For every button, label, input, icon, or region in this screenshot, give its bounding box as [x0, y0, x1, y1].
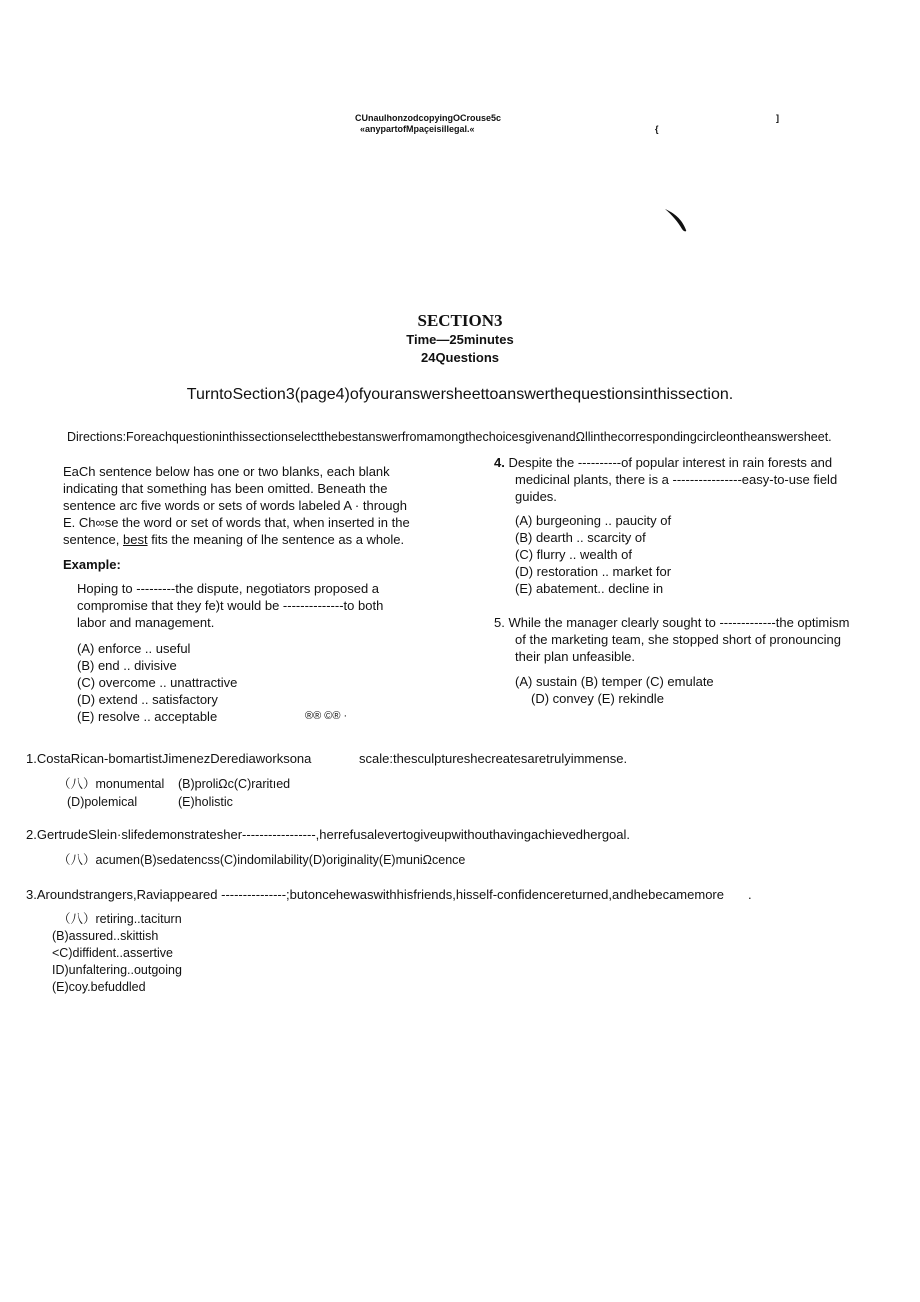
example-stem-line: Hoping to ---------the dispute, negotiators proposed a	[77, 581, 380, 596]
q4-choice[interactable]: (C) flurry .. wealth of	[515, 547, 633, 562]
intro-text: fits the meaning of lhe sentence as a whole.	[147, 532, 405, 547]
copyright-notice-line1: CUnaulhonzodcopyingOCrouse5c	[355, 113, 502, 123]
q5-choices-row1[interactable]: (A) sustain (B) temper (C) emulate	[515, 674, 714, 689]
example-choice: (C) overcome .. unattractive	[77, 675, 238, 690]
header-brace-mark: {	[655, 124, 659, 134]
example-stem	[77, 580, 383, 631]
intro-emphasis: best	[123, 532, 148, 547]
q1-stem-end: scale:thesculptureshecreatesaretrulyimmense.	[359, 751, 628, 766]
q4-choice[interactable]: (A) burgeoning .. paucity of	[515, 513, 672, 528]
q3-choice[interactable]: (B)assured..skittish	[52, 929, 159, 943]
q3-stem-end: .	[748, 887, 752, 902]
q4-stem-line	[494, 454, 837, 471]
q3-choice[interactable]: ID)unfaltering..outgoing	[52, 963, 182, 977]
intro-line: sentence arc five words or sets of words labeled A · through	[63, 498, 407, 513]
q3-stem: 3.Aroundstrangers,Raviappeared ---------------;butoncehewaswithhisfriends,hisself-confidencereturned,andhebecamemore	[26, 887, 724, 902]
header-bracket-mark: ]	[776, 113, 779, 123]
example-choice: (E) resolve .. acceptable	[77, 709, 218, 724]
question-5	[494, 614, 849, 665]
q5-stem-line: their plan unfeasible.	[515, 649, 635, 664]
q4-stem-line: medicinal plants, there is a ----------------easy-to-use field	[515, 472, 838, 487]
example-answer-bubbles: ®® ©® ·	[305, 710, 348, 722]
q1-stem-start: 1.CostaRican-bomartistJimenezDerediaworksona	[26, 751, 312, 766]
q4-number: 4.	[494, 455, 505, 470]
intro-paragraph	[63, 463, 410, 548]
example-choices	[77, 640, 237, 725]
intro-line: indicating that something has been omitted. Beneath the	[63, 481, 388, 496]
q2-stem: 2.GertrudeSlein·slifedemonstratesher-----------------,herrefusalevertogiveupwithouthavingachievedhergoal.	[26, 827, 631, 842]
intro-text: sentence,	[63, 532, 123, 547]
q5-choices-row2[interactable]: (D) convey (E) rekindle	[531, 691, 664, 706]
intro-line: EaCh sentence below has one or two blanks, each blank	[63, 464, 390, 479]
q4-choice[interactable]: (D) restoration .. market for	[515, 564, 672, 579]
section-time: Time—25minutes	[406, 332, 514, 347]
q4-choice[interactable]: (B) dearth .. scarcity of	[515, 530, 646, 545]
example-label: Example:	[63, 557, 121, 572]
q4-choice[interactable]: (E) abatement.. decline in	[515, 581, 664, 596]
q3-choices	[52, 911, 182, 996]
q1-choice-d[interactable]: (D)polemical	[67, 795, 138, 809]
example-stem-line: labor and management.	[77, 615, 215, 630]
q4-stem-text: Despite the ----------of popular interest in rain forests and	[504, 455, 833, 470]
q1-choice-a[interactable]: （八）monumental	[58, 777, 165, 791]
intro-line	[63, 531, 410, 548]
q4-stem-line: guides.	[515, 489, 557, 504]
example-choice: (A) enforce .. useful	[77, 641, 191, 656]
section-question-count: 24Questions	[420, 350, 500, 365]
q1-choice-e[interactable]: (E)holistic	[178, 795, 233, 809]
q2-choices[interactable]: （八）acumen(B)sedatencss(C)indomilability(D)originality(E)muniΩcence	[58, 853, 466, 867]
directions: Directions:ForeachquestioninthissectionselectthebestanswerfromamongthechoicesgivenandΩllinthecorrespondingcircleontheanswersheet.	[67, 430, 832, 444]
q1-choice-b-c[interactable]: (B)proliΩc(C)raritıed	[178, 777, 291, 791]
example-choice: (D) extend .. satisfactory	[77, 692, 218, 707]
turn-to-instruction: TurntoSection3(page4)ofyouranswersheettoanswerthequestionsinthissection.	[186, 386, 734, 403]
q3-choice[interactable]: <C)diffident..assertive	[52, 946, 174, 960]
ink-stroke-icon	[660, 205, 692, 235]
intro-line: E. Ch∞se the word or set of words that, when inserted in the	[63, 515, 410, 530]
q5-stem-line: of the marketing team, she stopped short of pronouncing	[515, 632, 841, 647]
question-4	[494, 454, 837, 505]
copyright-notice-line2: «anypartofMpaçeisillegal.«	[360, 124, 475, 134]
section-title: SECTION3	[417, 311, 503, 330]
example-choice: (B) end .. divisive	[77, 658, 177, 673]
q4-choices	[515, 512, 671, 597]
example-stem-line: compromise that they fe)t would be --------------to both	[77, 598, 384, 613]
q3-choice[interactable]: （八）retiring..taciturn	[58, 912, 182, 926]
q3-choice[interactable]: (E)coy.befuddled	[52, 980, 146, 994]
q5-stem-line: 5. While the manager clearly sought to -------------the optimism	[494, 615, 850, 630]
